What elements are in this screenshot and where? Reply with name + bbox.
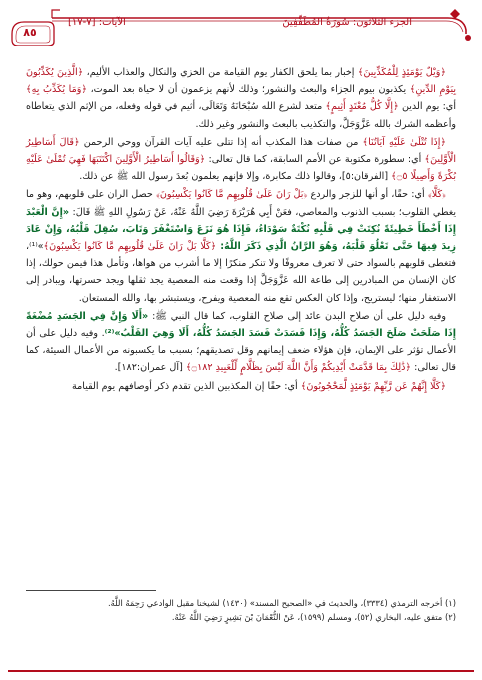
commentary-text: . وفيه دليل على أن الأعمال تؤثر على الإيمان، فإن هؤلاء ضعف إيمانهم وقل تصديقهم؛ بسبب ما يكسبونه من الأعمال السيئة، كما قال تعالى: — [26, 328, 456, 374]
commentary-text: [الفرقان:٥]، وقالوا ذلك مكابرة، وإلا فإنهم يعلمون بُعدَ رسول الله ﷺ عن ذلك. — [79, 171, 392, 183]
footnote: (٢) متفق عليه، البخاري (٥٢)، ومسلم (١٥٩٩)، عَنْ النُّعْمَانَ بْنَ بَشِيرٍ رَضِيَ اللَّهُ عَنْهُ. — [171, 612, 456, 622]
hadith-text: «أَلَا وَإِنَّ فِي الجَسَدِ مُضْغَةً إِذَا صَلَحَتْ صَلَحَ الجَسَدُ كُلُّهُ، وَإِذَا فَسَدَتْ فَسَدَ الجَسَدُ كُلُّهُ، أَلَا وَهِيَ القَلْبُ»⁽²⁾ — [26, 310, 456, 340]
page-number: ٨٥ — [23, 26, 37, 39]
verses-label: الآيات: [٧-١٧] — [68, 17, 126, 28]
hadith-text: «إِنَّ الْعَبْدَ إِذَا أَخْطَأَ خَطِيئَةً نُكِتَتْ فِي قَلْبِهِ نُكْتَةٌ سَوْدَاءُ، فَإِذَا هُوَ نَزَعَ وَاسْتَغْفَرَ وَتَابَ، سُقِلَ قَلْبُهُ، وَإِنْ عَادَ زِيدَ فِيهَا حَتَّى تَعْلُوَ قَلْبَهُ، وَهُوَ الرَّانُ الَّذِي ذَكَرَ اللَّهُ: — [26, 206, 456, 253]
footnotes — [26, 596, 456, 624]
page-header — [8, 6, 474, 46]
quran-verse: ﴿قَالَ أَسَاطِيرُ الْأَوَّلِينَ﴾ — [26, 136, 456, 166]
quran-verse: ﴿بَلْ رَانَ عَلَىٰ قُلُوبِهِم مَّا كَانُوا يَكْسِبُونَ﴾ — [155, 189, 308, 201]
page — [8, 6, 474, 674]
footnote-separator — [26, 590, 156, 591]
surah-title: الجزء الثلاثون: سُورَةُ المُطَفِّفِينَ — [282, 17, 412, 28]
commentary-text: متعد لشرع الله سُبْحَانَهُ وَتَعَالَى، أثيم في قوله وفعله، من الإثم الذي يتعاطاه وأعظمه الشرك بالله عَزَّوَجَلَّ، والتكذيب بالبعث والنشور وغير ذلك. — [26, 101, 456, 130]
quran-verse: ﴿وَقَالُوا أَسَاطِيرُ الْأَوَّلِينَ اكْتَتَبَهَا فَهِيَ تُمْلَىٰ عَلَيْهِ بُكْرَةً وَأَصِيلًا ۝٥﴾ — [26, 154, 456, 183]
commentary-text: أي: سطورة مكتوبة عن الأمم السابقة، كما قال تعالى: — [205, 154, 425, 166]
quran-verse: ﴿وَيْلٌ يَوْمَئِذٍ لِلْمُكَذِّبِينَ﴾ — [357, 67, 446, 78]
bottom-rule — [8, 670, 474, 672]
quran-verse: ﴿وَمَا يُكَذِّبُ بِهِ﴾ — [26, 84, 87, 96]
commentary-text: من صفات هذا المكذب أنه إذا تتلى عليه آيات القرآن ووحي الرحمن — [79, 136, 363, 148]
paragraph — [26, 378, 456, 395]
commentary-text: أي: حقًا، أو أنها للزجر والردع — [307, 189, 428, 201]
quran-verse: ﴿الَّذِينَ يُكَذِّبُونَ بِيَوْمِ الدِّينِ﴾ — [26, 67, 457, 96]
commentary-text: إخبار بما يلحق الكفار يوم القيامة من الخزي والنكال والعذاب الأليم، — [83, 67, 358, 78]
tafsir-body — [26, 64, 456, 396]
paragraph — [26, 186, 456, 306]
commentary-text: [آل عمران:١٨٢]. — [114, 362, 186, 374]
paragraph — [26, 308, 456, 377]
commentary-text: أي: يوم الدين — [398, 101, 456, 113]
quran-verse: ﴿إِذَا تُتْلَىٰ عَلَيْهِ آيَاتُنَا﴾ — [362, 136, 446, 148]
quran-verse: ﴿ذَٰلِكَ بِمَا قَدَّمَتْ أَيْدِيكُمْ وَأَنَّ اللَّهَ لَيْسَ بِظَلَّامٍ لِّلْعَبِيدِ ۝١٨٢﴾ — [185, 362, 412, 374]
commentary-text: وفيه دليل على أن صلاح البدن عائد إلى صلاح القلوب، كما قال النبي ﷺ: — [148, 310, 447, 322]
quran-verse: ﴿كَلَّا بَلْ رَانَ عَلَىٰ قُلُوبِهِم مَّا كَانُوا يَكْسِبُونَ﴾ — [43, 241, 217, 253]
commentary-text: أي: حقًا إن المكذبين الذين تقدم ذكر أوصافهم يوم القيامة — [71, 380, 301, 392]
commentary-text: حصل الران على قلوبهم، وهو ما يغطي القلوب؛ بسبب الذنوب والمعاصي، فعَنْ أَبِي هُرَيْرَةَ رَضِيَ اللَّهُ عَنْهُ، عَنْ رَسُولِ اللهِ ﷺ قَالَ: — [26, 189, 457, 218]
commentary-text: »⁽¹⁾، فتغطى قلوبهم بالسواد حتى لا تعرف معروفًا ولا تنكر منكرًا إلا ما أشرب من هواها، وتأمل هذا فيمن حولك، إذا كان الإنسان من المبادرين إلى طاعة الله عَزَّوَجَلَّ إذا وقعت منه المعصية يجد ثقلها ويجد حسرتها، ويبادر إلى الاستغفار منها؛ ليستريح، وإذا كان العكس تقع منه المعصية ويفرح، ويستبشر بها، والله المستعان. — [26, 241, 456, 304]
quran-verse: ﴿كَلَّا﴾ — [427, 189, 446, 201]
quran-verse: ﴿كَلَّا إِنَّهُمْ عَن رَّبِّهِمْ يَوْمَئِذٍ لَّمَحْجُوبُونَ﴾ — [300, 380, 446, 392]
quran-verse: ﴿إِلَّا كُلُّ مُعْتَدٍ أَثِيمٍ﴾ — [325, 101, 399, 113]
footnote: (١) أخرجه الترمذي (٣٣٣٤)، والحديث في «الصحيح المسند» (١٤٣٠) لشيخنا مقبل الوادعي رَحِمَهُ اللَّهُ. — [107, 598, 456, 608]
paragraph — [26, 134, 456, 186]
paragraph — [26, 64, 456, 133]
commentary-text: يكذبون بيوم الجزاء والبعث والنشور؛ وذلك لأنهم يزعمون أن لا حياة بعد الموت، — [86, 84, 410, 96]
